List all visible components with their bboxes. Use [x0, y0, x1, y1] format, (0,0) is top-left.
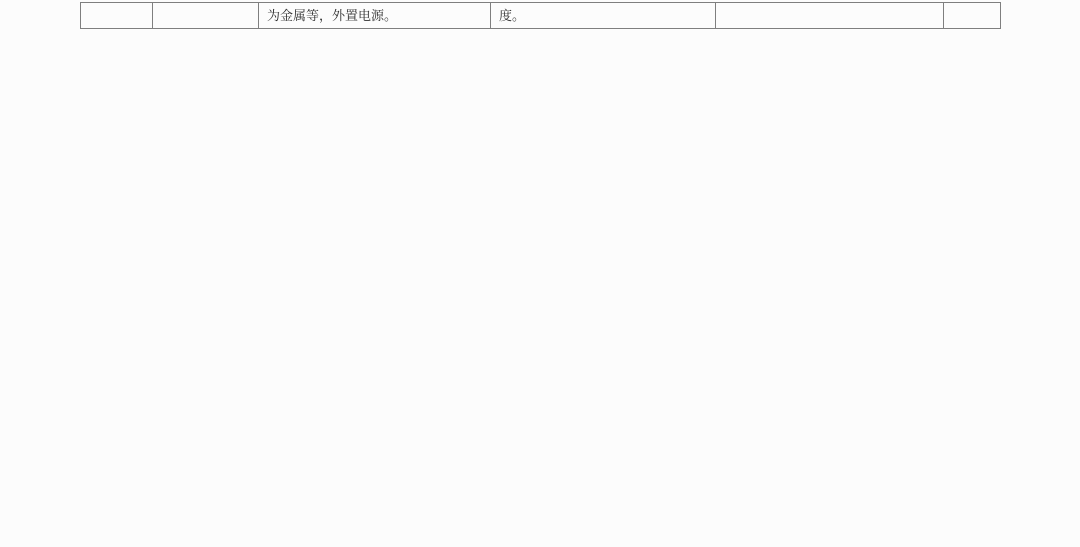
- cell-description: 为金属等，外置电源。: [259, 3, 491, 29]
- cell-product: [716, 3, 944, 29]
- cell-code: [81, 3, 153, 29]
- table-row-partial: [81, 3, 1001, 29]
- cell-class: [944, 3, 1001, 29]
- cell-application: 度。: [491, 3, 716, 29]
- device-classification-table: [80, 2, 1001, 29]
- cell-category: [153, 3, 259, 29]
- table-container: [80, 2, 1001, 29]
